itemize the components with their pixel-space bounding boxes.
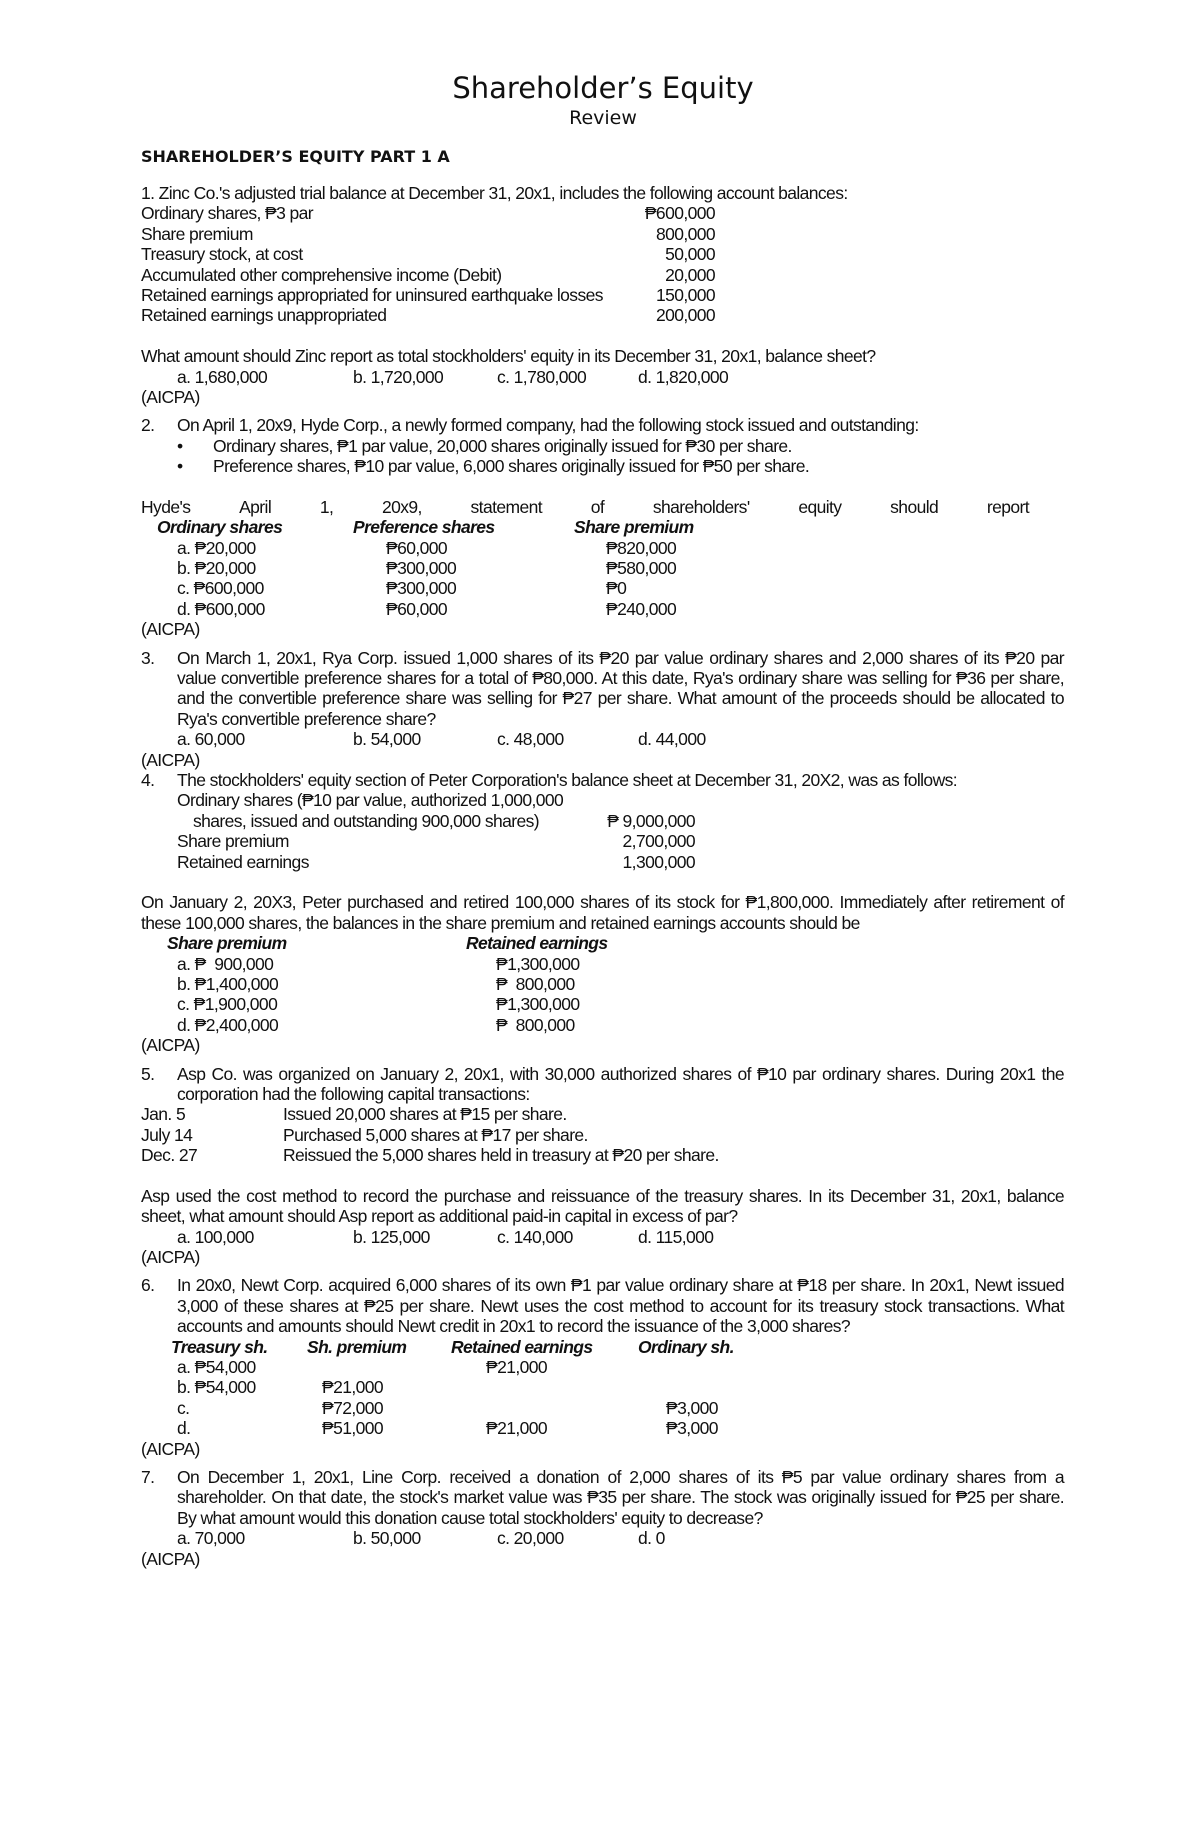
source-label: (AICPA)	[141, 1438, 200, 1459]
choice-row: a. 100,000 b. 125,000 c. 140,000 d. 115,000	[177, 1226, 714, 1247]
question-5-text: Asp used the cost method to record the purchase and reissuance of the treasury shares. In its December 31, 20x1, balance sheet, what amount should Asp report as additional paid-in capital in excess of par?	[141, 1185, 1064, 1227]
transaction-row: Dec. 27 Reissued the 5,000 shares held in treasury at ₱20 per share.	[141, 1145, 719, 1166]
table-header: Share premium Retained earnings	[167, 933, 608, 954]
equity-line: Ordinary shares (₱10 par value, authorized 1,000,000	[177, 790, 564, 811]
table-row: a. ₱54,000 ₱21,000	[177, 1357, 547, 1378]
question-1-intro: 1. Zinc Co.'s adjusted trial balance at December 31, 20x1, includes the following account balances:	[141, 183, 848, 203]
table-row: a. ₱20,000 ₱60,000 ₱820,000	[177, 537, 677, 558]
list-item: • Ordinary shares, ₱1 par value, 20,000 shares originally issued for ₱30 per share.	[177, 435, 792, 456]
question-6-text: 6. In 20x0, Newt Corp. acquired 6,000 shares of its own ₱1 par value ordinary share at ₱18 per share. In 20x1, Newt issued 3,000 of these shares at ₱25 per share. Newt uses the cost method to account for its treasury stock transactions. What accounts and amounts should Newt credit in 20x1 to record the issuance of the 3,000 shares?	[141, 1275, 1064, 1337]
question-7-text: 7. On December 1, 20x1, Line Corp. received a donation of 2,000 shares of its ₱5 par value ordinary shares from a shareholder. On that date, the stock's market value was ₱35 per share. The stock was originally issued for ₱25 per share. By what amount would this donation cause total stockholders' equity to decrease?	[141, 1467, 1064, 1528]
table-row: c. ₱72,000 ₱3,000	[177, 1397, 718, 1418]
table-row: c. ₱600,000 ₱300,000 ₱0	[177, 578, 627, 599]
account-row: Accumulated other comprehensive income (Debit) 20,000	[141, 264, 715, 285]
table-row: c. ₱1,900,000 ₱1,300,000	[177, 994, 580, 1015]
choice-row: a. 70,000 b. 50,000 c. 20,000 d. 0	[177, 1528, 665, 1549]
page-subtitle: Review	[569, 107, 637, 129]
question-2	[141, 415, 1065, 639]
table-row: d. ₱51,000 ₱21,000 ₱3,000	[177, 1418, 718, 1439]
source-label: (AICPA)	[141, 1548, 200, 1569]
table-header: Treasury sh. Sh. premium Retained earnings Ordinary sh.	[171, 1336, 734, 1357]
source-label: (AICPA)	[141, 619, 200, 640]
account-row: Share premium 800,000	[141, 223, 715, 244]
source-label: (AICPA)	[141, 386, 200, 407]
question-5-intro: 5. Asp Co. was organized on January 2, 20x1, with 30,000 authorized shares of ₱10 par ordinary shares. During 20x1 the corporation had the following capital transactions:	[141, 1063, 1064, 1104]
source-label: (AICPA)	[141, 1035, 200, 1056]
account-row: Treasury stock, at cost 50,000	[141, 244, 715, 265]
list-item: • Preference shares, ₱10 par value, 6,000 shares originally issued for ₱50 per share.	[177, 456, 810, 477]
equity-line: Share premium 2,700,000	[177, 831, 695, 852]
question-1-text: What amount should Zinc report as total stockholders' equity in its December 31, 20x1, balance sheet?	[141, 346, 876, 367]
question-1	[141, 183, 1065, 407]
table-row: d. ₱600,000 ₱60,000 ₱240,000	[177, 598, 677, 619]
source-label: (AICPA)	[141, 1247, 200, 1268]
question-6	[141, 1275, 1065, 1459]
document-page	[141, 70, 1065, 1569]
question-4-text: On January 2, 20X3, Peter purchased and retired 100,000 shares of its stock for ₱1,800,000. Immediately after retirement of these 100,000 shares, the balances in the share premium and retained earnings accounts should be	[141, 892, 1064, 933]
account-row: Retained earnings unappropriated 200,000	[141, 305, 715, 326]
table-row: a. ₱ 900,000 ₱1,300,000	[177, 953, 580, 974]
table-header: Ordinary shares Preference shares Share premium	[157, 517, 694, 538]
transaction-row: Jan. 5 Issued 20,000 shares at ₱15 per share.	[141, 1104, 567, 1125]
choice-row: a. 60,000 b. 54,000 c. 48,000 d. 44,000	[177, 729, 706, 750]
source-label: (AICPA)	[141, 749, 200, 770]
question-4	[141, 770, 1065, 1056]
table-row: b. ₱20,000 ₱300,000 ₱580,000	[177, 558, 677, 579]
transaction-row: July 14 Purchased 5,000 shares at ₱17 per share.	[141, 1124, 588, 1145]
account-row: Retained earnings appropriated for uninsured earthquake losses 150,000	[141, 284, 715, 305]
question-4-intro: 4. The stockholders' equity section of Peter Corporation's balance sheet at December 31, 20X2, was as follows:	[141, 770, 958, 790]
equity-line: Retained earnings 1,300,000	[177, 851, 695, 872]
question-2-intro: 2. On April 1, 20x9, Hyde Corp., a newly formed company, had the following stock issued and outstanding:	[141, 415, 919, 436]
table-row: b. ₱1,400,000 ₱ 800,000	[177, 973, 575, 994]
page-title: Shareholder’s Equity	[452, 71, 754, 105]
question-2-text: Hyde's April 1, 20x9, statement of shareholders' equity should report	[141, 496, 1029, 517]
question-3-text: 3. On March 1, 20x1, Rya Corp. issued 1,000 shares of its ₱20 par value ordinary shares and 2,000 shares of its ₱20 par value convertible preference shares for a total of ₱80,000. At this date, Rya's ordinary share was selling for ₱36 per share, and the convertible preference share was selling for ₱27 per share. What amount of the proceeds should be allocated to Rya's convertible preference share?	[141, 647, 1064, 729]
table-row: d. ₱2,400,000 ₱ 800,000	[177, 1014, 575, 1035]
question-3	[141, 648, 1065, 770]
account-row: Ordinary shares, ₱3 par ₱600,000	[141, 203, 715, 224]
equity-line: shares, issued and outstanding 900,000 shares) ₱ 9,000,000	[193, 810, 695, 831]
question-7	[141, 1467, 1065, 1569]
section-heading: SHAREHOLDER’S EQUITY PART 1 A	[141, 147, 450, 166]
choice-row: a. 1,680,000 b. 1,720,000 c. 1,780,000 d. 1,820,000	[177, 366, 729, 387]
table-row: b. ₱54,000 ₱21,000	[177, 1377, 383, 1398]
question-5	[141, 1064, 1065, 1268]
